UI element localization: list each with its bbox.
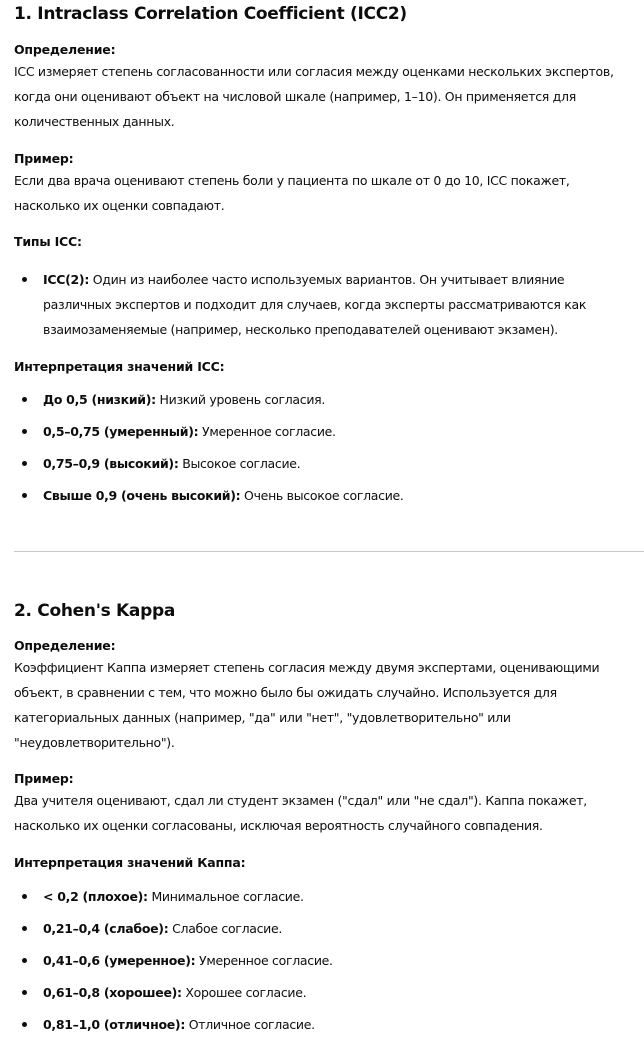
definition-text: ICC измеряет степень согласованности или согласия между оценками нескольких экспертов, когда они оценивают объект на числовой шкале (например, 1–10). Он применяется для количественных данных. bbox=[14, 64, 614, 129]
interpretation-label: Интерпретация значений Каппа: bbox=[14, 855, 246, 870]
types-label: Типы ICC: bbox=[14, 234, 82, 249]
example-text: Если два врача оценивают степень боли у пациента по шкале от 0 до 10, ICC покажет, насколько их оценки совпадают. bbox=[14, 173, 570, 213]
definition-label: Определение: bbox=[14, 638, 116, 653]
interpretation-list bbox=[14, 387, 404, 508]
section-divider bbox=[14, 551, 644, 552]
icc-example bbox=[14, 151, 644, 218]
list-item: < 0,2 (плохое): Минимальное согласие. bbox=[14, 884, 333, 909]
example-text: Два учителя оценивают, сдал ли студент экзамен ("сдал" или "не сдал"). Каппа покажет, насколько их оценки согласованы, исключая вероятность случайного совпадения. bbox=[14, 793, 587, 833]
list-item: 0,75–0,9 (высокий): Высокое согласие. bbox=[14, 451, 404, 476]
kappa-example bbox=[14, 771, 644, 838]
icc-definition bbox=[14, 42, 644, 134]
kappa-interpretation bbox=[14, 855, 333, 1037]
list-item: 0,41–0,6 (умеренное): Умеренное согласие. bbox=[14, 948, 333, 973]
list-item: 0,5–0,75 (умеренный): Умеренное согласие. bbox=[14, 419, 404, 444]
definition-text: Коэффициент Каппа измеряет степень согласия между двумя экспертами, оценивающими объект, в сравнении с тем, что можно было бы ожидать случайно. Используется для категориальных данных (например, "да" или "нет", "удовлетворительно" или "неудовлетворительно"). bbox=[14, 660, 600, 750]
icc-interpretation bbox=[14, 359, 404, 508]
interpretation-list bbox=[14, 884, 333, 1037]
list-item: 0,81–1,0 (отличное): Отличное согласие. bbox=[14, 1012, 333, 1037]
example-label: Пример: bbox=[14, 771, 74, 786]
definition-label: Определение: bbox=[14, 42, 116, 57]
list-item: 0,21–0,4 (слабое): Слабое согласие. bbox=[14, 916, 333, 941]
example-label: Пример: bbox=[14, 151, 74, 166]
icc-types bbox=[14, 234, 586, 342]
list-item: 0,61–0,8 (хорошее): Хорошее согласие. bbox=[14, 980, 333, 1005]
section-title-kappa: 2. Cohen's Kappa bbox=[14, 601, 175, 621]
section-title-icc: 1. Intraclass Correlation Coefficient (ICC2) bbox=[14, 4, 407, 24]
list-item: ICC(2): Один из наиболее часто используемых вариантов. Он учитывает влияние различных экспертов и подходит для случаев, когда эксперты рассматриваются как взаимозаменяемые (например, несколько преподавателей оценивают экзамен). bbox=[14, 267, 586, 342]
list-item: Свыше 0,9 (очень высокий): Очень высокое согласие. bbox=[14, 483, 404, 508]
interpretation-label: Интерпретация значений ICC: bbox=[14, 359, 225, 374]
list-item: До 0,5 (низкий): Низкий уровень согласия. bbox=[14, 387, 404, 412]
kappa-definition bbox=[14, 638, 644, 755]
types-list bbox=[14, 267, 586, 342]
